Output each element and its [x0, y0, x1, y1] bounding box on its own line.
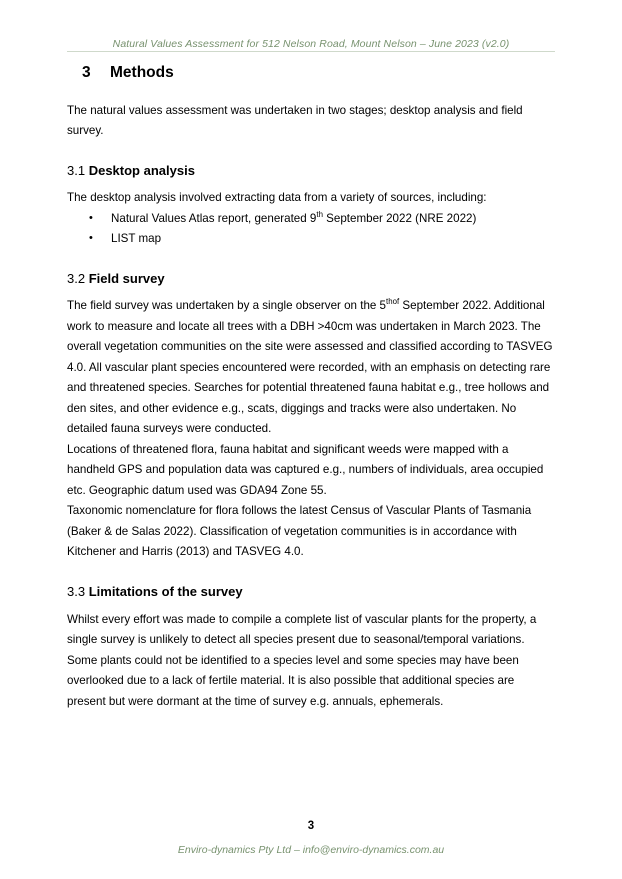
bullet-icon: •: [89, 211, 93, 224]
footer-organisation-text: Enviro-dynamics Pty Ltd – info@enviro-dynamics.com.au: [177, 844, 445, 856]
of-superscript: of: [392, 297, 400, 307]
list-item-text-before: Natural Values Atlas report, generated 9: [111, 211, 317, 225]
section-number-3-1: 3.1: [67, 162, 86, 178]
field-survey-text-part-a: The field survey was undertaken by a single observer on the 5: [67, 299, 387, 313]
section-title-3-2: Field survey: [88, 270, 165, 286]
list-item: [67, 209, 555, 230]
section-heading-3-1: [67, 162, 555, 180]
list-item-text-after: September 2022 (NRE 2022): [322, 211, 477, 225]
section-number-3-2: 3.2: [67, 270, 86, 286]
ordinal-superscript: th: [386, 297, 393, 307]
list-item-text-before: LIST map: [111, 232, 162, 246]
field-survey-paragraph-3: Taxonomic nomenclature for flora follows the latest Census of Vascular Plants of Tasmania (Baker & de Salas 2022). Classification of vegetation communities is in accordance with Kitchener and Harris (2013) and TASVEG 4.0.: [67, 504, 532, 559]
bullet-icon: •: [89, 232, 93, 245]
chapter-title: Methods: [110, 64, 174, 81]
document-body: [67, 64, 555, 712]
section-number-3-3: 3.3: [67, 583, 86, 599]
field-survey-text-part-b: September 2022. Additional work to measure and locate all trees with a DBH >40cm was undertaken in March 2023. The overall vegetation communities on the site were assessed and classified according to TASVEG 4.0. All vascular plant species encountered were recorded, with an emphasis on detecting rare and threatened species. Searches for potential threatened fauna habitat e.g., tree hollows and den sites, and other evidence e.g., scats, diggings and tracks were also undertaken. No detailed fauna surveys were conducted.: [67, 299, 553, 436]
page-number: 3: [307, 820, 315, 832]
chapter-number: 3: [82, 64, 91, 81]
intro-paragraph: The natural values assessment was undertaken in two stages; desktop analysis and field survey.: [67, 103, 523, 138]
section-heading-3-3: [67, 583, 555, 601]
section-title-3-3: Limitations of the survey: [88, 583, 243, 599]
running-footer: [0, 840, 622, 858]
list-item: [67, 229, 555, 250]
chapter-heading: [67, 64, 555, 83]
running-header-text: Natural Values Assessment for 512 Nelson Road, Mount Nelson – June 2023 (v2.0): [112, 38, 510, 50]
section-heading-3-2: [67, 270, 555, 288]
field-survey-paragraph-1: [67, 296, 555, 440]
running-header: [67, 34, 555, 52]
desktop-analysis-intro: The desktop analysis involved extracting data from a variety of sources, including:: [67, 191, 487, 205]
desktop-sources-list: [67, 209, 555, 250]
list-item-superscript: th: [316, 209, 323, 219]
header-divider-rule: [67, 51, 555, 52]
section-title-3-1: Desktop analysis: [88, 162, 195, 178]
limitations-paragraph: Whilst every effort was made to compile a complete list of vascular plants for the property, a single survey is unlikely to detect all species present due to seasonal/temporal variations. Some plants could not be identified to a species level and some species may have been overlooked due to a lack of fertile material. It is also possible that additional species are present but were dormant at the time of survey e.g. annuals, ephemerals.: [67, 612, 537, 708]
field-survey-paragraph-2: Locations of threatened flora, fauna habitat and significant weeds were mapped with a handheld GPS and population data was captured e.g., numbers of individuals, area occupied etc. Geographic datum used was GDA94 Zone 55.: [67, 442, 544, 497]
